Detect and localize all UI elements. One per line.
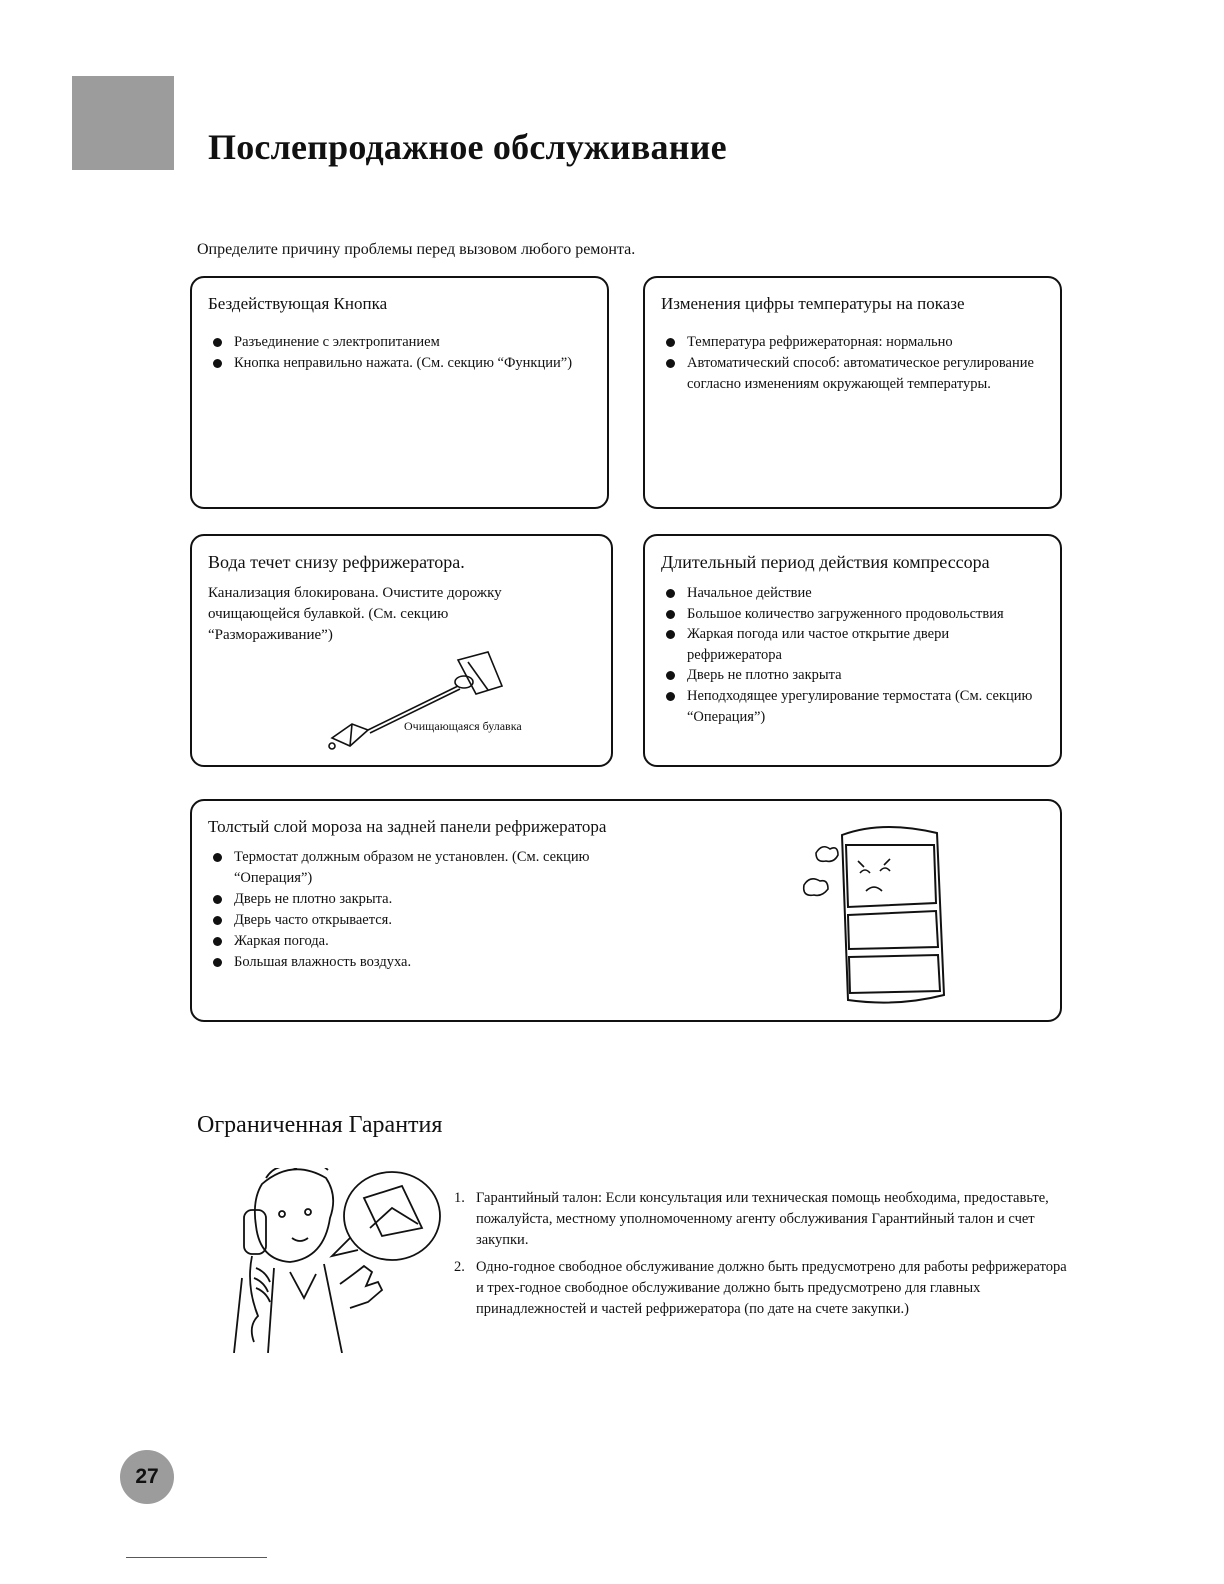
list-item: Жаркая погода или частое открытие двери рефрижератора [661,624,1044,665]
warranty-list [454,1188,1074,1326]
list-item: Температура рефрижераторная: нормально [661,332,1044,353]
warranty-item [454,1188,1074,1251]
list-item: Начальное действие [661,583,1044,604]
list-item: Дверь не плотно закрыта [661,665,1044,686]
page-title: Послепродажное обслуживание [208,127,727,167]
warranty-title: Ограниченная Гарантия [197,1112,443,1138]
footer-line [126,1557,267,1558]
item-number: 1. [454,1190,465,1206]
box-title: Длительный период действия компрессора [661,552,990,572]
list-item: Большое количество загруженного продовольствия [661,604,1044,625]
man-on-phone-illustration [232,1168,442,1353]
pin-caption: Очищающаяся булавка [404,719,522,733]
box-title: Изменения цифры температуры на показе [661,294,965,313]
sad-fridge-illustration [802,815,952,1005]
page-number: 27 [120,1450,174,1504]
warranty-item [454,1257,1074,1320]
box-text: Канализация блокирована. Очистите дорожку очищающейся булавкой. (См. секцию “Размораживание”) [208,585,502,643]
list-item: Термостат должным образом не установлен. (См. секцию “Операция”) [208,847,618,889]
box-title: Вода течет снизу рефрижератора. [208,552,465,572]
compressor-box [643,534,1062,767]
list-item: Разъединение с электропитанием [208,332,591,353]
list-item: Неподходящее урегулирование термостата (См. секцию “Операция”) [661,686,1044,727]
header-gray-block [72,76,174,170]
box-title: Бездействующая Кнопка [208,294,388,313]
list-item: Кнопка неправильно нажата. (См. секцию “Функции”) [208,353,591,374]
item-text: Гарантийный талон: Если консультация или техническая помощь необходима, предоставьте, пожалуйста, местному уполномоченному агенту обслуживания Гарантийный талон и счет закупки. [476,1190,1049,1248]
list-item: Большая влажность воздуха. [208,952,618,973]
cleaning-pin-illustration [318,642,518,752]
list-item: Жаркая погода. [208,931,618,952]
item-text: Одно-годное свободное обслуживание должно быть предусмотрено для работы рефрижератора и трех-годное свободное обслуживание должно быть предусмотрено для главных принадлежностей и частей рефрижератора (по дате на счете закупки.) [476,1259,1067,1317]
water-leak-box [190,534,613,767]
inactive-button-box [190,276,609,509]
list-item: Дверь часто открывается. [208,910,618,931]
list-item: Дверь не плотно закрыта. [208,889,618,910]
box-title: Толстый слой мороза на задней панели рефрижератора [208,817,607,836]
intro-text: Определите причину проблемы перед вызовом любого ремонта. [197,241,636,258]
temperature-display-box [643,276,1062,509]
frost-box [190,799,1062,1022]
list-item: Автоматический способ: автоматическое регулирование согласно изменениям окружающей температуры. [661,353,1044,395]
item-number: 2. [454,1259,465,1275]
